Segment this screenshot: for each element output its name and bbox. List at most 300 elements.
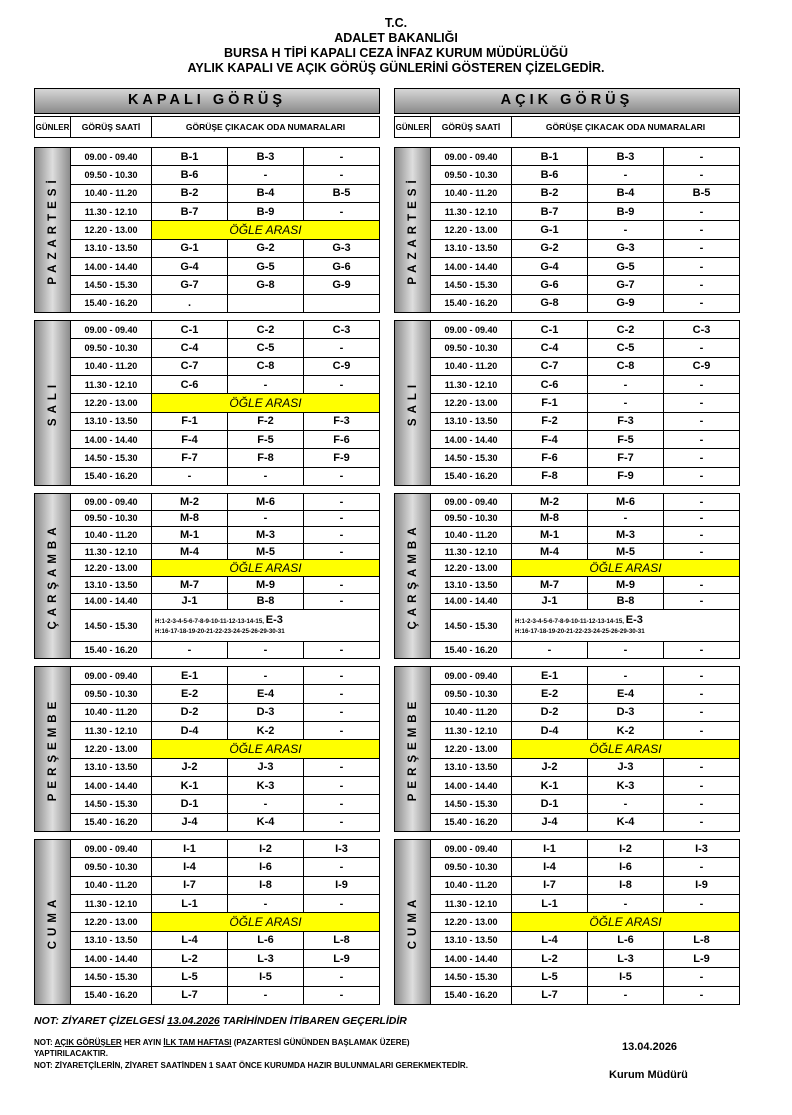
column-header-row — [34, 116, 380, 138]
room-cell: K-3 — [588, 777, 664, 794]
table-row — [71, 932, 379, 950]
room-cell: - — [339, 761, 344, 774]
room-cell: G-5 — [228, 258, 304, 275]
visit-time: 15.40 - 16.20 — [71, 295, 152, 312]
room-cell: M-2 — [512, 494, 588, 510]
room-cell: I-4 — [152, 858, 228, 875]
room-cell: E-2 — [512, 685, 588, 702]
header-line-1: T.C. — [384, 16, 408, 30]
room-cell: - — [588, 667, 664, 684]
table-row — [431, 358, 739, 376]
visit-time: 15.40 - 16.20 — [431, 642, 512, 658]
table-row — [431, 449, 739, 467]
room-cell: D-4 — [512, 722, 588, 739]
room-cell: M-5 — [228, 544, 304, 560]
visit-time: 14.00 - 14.40 — [71, 431, 152, 448]
visit-time: 10.40 - 11.20 — [71, 358, 152, 375]
visit-time: 09.50 - 10.30 — [431, 339, 512, 356]
room-cell: G-4 — [152, 258, 228, 275]
table-row — [431, 895, 739, 913]
table-row — [71, 449, 379, 467]
room-cell: L-7 — [152, 987, 228, 1004]
visit-time: 11.30 - 12.10 — [71, 203, 152, 220]
visit-time: 09.50 - 10.30 — [71, 511, 152, 527]
table-row — [71, 527, 379, 544]
panel-title: KAPALI GÖRÜŞ — [34, 88, 380, 114]
visit-time: 15.40 - 16.20 — [71, 642, 152, 658]
table-row — [71, 221, 379, 239]
table-row — [71, 339, 379, 357]
room-cell: - — [699, 816, 704, 829]
room-cell: J-2 — [152, 759, 228, 776]
day-name: PERŞEMBE — [406, 696, 419, 802]
room-cell: J-3 — [228, 759, 304, 776]
room-cell: F-7 — [152, 449, 228, 466]
table-row — [71, 431, 379, 449]
room-cell: M-8 — [152, 511, 228, 527]
room-cell: F-6 — [512, 449, 588, 466]
room-cell: - — [699, 669, 704, 682]
room-cell: D-3 — [228, 704, 304, 721]
room-cell: I-2 — [228, 840, 304, 857]
day-cell — [395, 667, 431, 831]
room-cell: M-9 — [588, 577, 664, 593]
room-cell: G-3 — [332, 242, 351, 255]
visit-time: 09.00 - 09.40 — [71, 494, 152, 510]
room-cell: C-8 — [588, 358, 664, 375]
room-cell: G-2 — [512, 240, 588, 257]
day-rows — [71, 840, 379, 1004]
table-row — [431, 258, 739, 276]
room-cell: F-9 — [333, 451, 350, 464]
room-cell: K-1 — [152, 777, 228, 794]
day-rows — [71, 667, 379, 831]
room-cell: K-4 — [228, 814, 304, 831]
room-cell: B-7 — [152, 203, 228, 220]
visit-time: 09.50 - 10.30 — [71, 166, 152, 183]
room-cell: - — [152, 468, 228, 485]
day-cell — [35, 321, 71, 485]
room-cell: - — [339, 545, 344, 558]
table-row — [431, 276, 739, 294]
lunch-break-cell: ÖĞLE ARASI — [152, 221, 379, 238]
table-row — [431, 166, 739, 184]
visit-time: 12.20 - 13.00 — [431, 394, 512, 411]
table-row — [431, 777, 739, 795]
room-cell: I-9 — [695, 879, 708, 892]
visit-time: 15.40 - 16.20 — [431, 468, 512, 485]
room-cell: F-6 — [333, 433, 350, 446]
room-cell: - — [228, 895, 304, 912]
visit-time: 15.40 - 16.20 — [431, 295, 512, 312]
visit-time: 14.00 - 14.40 — [431, 777, 512, 794]
table-row — [71, 544, 379, 561]
room-cell: C-6 — [152, 376, 228, 393]
visit-time: 10.40 - 11.20 — [71, 704, 152, 721]
document-header — [0, 16, 792, 76]
room-cell: B-4 — [588, 185, 664, 202]
room-cell: - — [699, 528, 704, 541]
visit-time: 09.00 - 09.40 — [71, 840, 152, 857]
room-cell: B-6 — [152, 166, 228, 183]
visit-time: 11.30 - 12.10 — [431, 376, 512, 393]
room-cell: G-8 — [512, 295, 588, 312]
day-block — [394, 147, 740, 313]
room-cell: - — [339, 706, 344, 719]
room-cell: - — [699, 578, 704, 591]
room-cell: F-2 — [512, 413, 588, 430]
room-cell: G-7 — [588, 276, 664, 293]
visit-time: 14.00 - 14.40 — [431, 594, 512, 610]
day-name: SALI — [46, 379, 59, 427]
room-cell: D-1 — [152, 795, 228, 812]
room-cell: - — [339, 816, 344, 829]
day-block — [34, 493, 380, 659]
room-cell: C-7 — [512, 358, 588, 375]
table-row — [431, 932, 739, 950]
room-cell: E-1 — [152, 667, 228, 684]
room-cell: - — [699, 761, 704, 774]
visit-time: 10.40 - 11.20 — [71, 877, 152, 894]
table-row — [71, 685, 379, 703]
table-row — [431, 704, 739, 722]
room-cell: M-2 — [152, 494, 228, 510]
room-cell: G-9 — [588, 295, 664, 312]
header-line-3: BURSA H TİPİ KAPALI CEZA İNFAZ KURUM MÜDÜRLÜĞÜ — [224, 46, 568, 60]
room-cell: I-9 — [335, 879, 348, 892]
room-cell: - — [699, 260, 704, 273]
room-cell: - — [339, 378, 344, 391]
room-cell: - — [699, 644, 704, 657]
visit-time: 12.20 - 13.00 — [71, 394, 152, 411]
room-cell: C-1 — [152, 321, 228, 338]
room-cell: - — [588, 795, 664, 812]
room-cell: D-2 — [512, 704, 588, 721]
room-cell: - — [588, 376, 664, 393]
table-row — [71, 358, 379, 376]
visit-time: 12.20 - 13.00 — [71, 913, 152, 930]
table-row — [71, 321, 379, 339]
table-row — [71, 511, 379, 528]
day-rows — [431, 667, 739, 831]
room-cell: - — [339, 669, 344, 682]
column-header-rooms: GÖRÜŞE ÇIKACAK ODA NUMARALARI — [185, 122, 346, 132]
table-row — [431, 376, 739, 394]
table-row — [71, 258, 379, 276]
table-row — [71, 394, 379, 412]
room-cell: G-1 — [152, 240, 228, 257]
day-rows — [431, 321, 739, 485]
room-cell: I-8 — [228, 877, 304, 894]
room-cell: - — [699, 396, 704, 409]
visit-time: 15.40 - 16.20 — [71, 468, 152, 485]
room-cell: L-4 — [152, 932, 228, 949]
room-cell: - — [339, 644, 344, 657]
room-cell: B-1 — [152, 148, 228, 165]
room-cell: - — [699, 595, 704, 608]
visit-time: 10.40 - 11.20 — [431, 358, 512, 375]
room-cell: F-8 — [228, 449, 304, 466]
visit-time: 09.00 - 09.40 — [431, 667, 512, 684]
room-cell: - — [699, 378, 704, 391]
table-row — [431, 950, 739, 968]
table-row — [71, 987, 379, 1004]
room-cell: - — [699, 433, 704, 446]
table-row — [431, 240, 739, 258]
room-cell: L-8 — [333, 934, 350, 947]
room-cell: B-9 — [588, 203, 664, 220]
table-row — [71, 413, 379, 431]
room-cell: G-6 — [332, 260, 351, 273]
visit-time: 12.20 - 13.00 — [71, 560, 152, 576]
visit-time: 11.30 - 12.10 — [71, 544, 152, 560]
lunch-break-cell: ÖĞLE ARASI — [512, 913, 739, 930]
visit-time: 09.00 - 09.40 — [431, 148, 512, 165]
table-row — [71, 704, 379, 722]
day-block — [34, 666, 380, 832]
day-rows — [431, 840, 739, 1004]
room-cell: I-7 — [512, 877, 588, 894]
room-cell: F-5 — [228, 431, 304, 448]
room-cell: L-6 — [588, 932, 664, 949]
room-cell: - — [588, 987, 664, 1004]
day-block — [394, 666, 740, 832]
room-cell: B-3 — [588, 148, 664, 165]
special-room: E-3 — [265, 613, 283, 626]
column-header-time: GÖRÜŞ SAATİ — [71, 117, 152, 137]
visit-time: 09.50 - 10.30 — [71, 858, 152, 875]
room-cell: G-7 — [152, 276, 228, 293]
special-rooms-cell — [512, 610, 739, 641]
day-name: PERŞEMBE — [46, 696, 59, 802]
table-row — [71, 240, 379, 258]
room-cell: - — [699, 341, 704, 354]
room-cell: L-5 — [152, 968, 228, 985]
room-cell: M-3 — [588, 527, 664, 543]
room-cell: - — [228, 987, 304, 1004]
room-cell: - — [699, 687, 704, 700]
day-rows — [71, 494, 379, 658]
day-block — [394, 320, 740, 486]
room-cell: C-2 — [228, 321, 304, 338]
table-row — [431, 221, 739, 239]
visit-time: 11.30 - 12.10 — [431, 722, 512, 739]
room-cell: - — [339, 970, 344, 983]
visit-time: 13.10 - 13.50 — [71, 759, 152, 776]
room-cell: M-4 — [512, 544, 588, 560]
room-cell: L-4 — [512, 932, 588, 949]
room-cell: C-5 — [588, 339, 664, 356]
room-cell: I-3 — [335, 842, 348, 855]
table-row — [71, 376, 379, 394]
table-row — [431, 913, 739, 931]
open-visit-note: NOT: AÇIK GÖRÜŞLER HER AYIN İLK TAM HAFTASI (PAZARTESİ GÜNÜNDEN BAŞLAMAK ÜZERE) YAPTIRILACAKTIR. — [34, 1038, 410, 1058]
room-cell: - — [228, 795, 304, 812]
table-row — [431, 814, 739, 831]
day-name: ÇARŞAMBA — [406, 522, 419, 630]
visit-time: 09.50 - 10.30 — [431, 685, 512, 702]
table-row — [71, 858, 379, 876]
visit-time: 11.30 - 12.10 — [71, 722, 152, 739]
special-line-1 — [515, 615, 739, 627]
table-row — [431, 295, 739, 312]
day-cell — [395, 321, 431, 485]
room-cell: - — [152, 642, 228, 658]
room-cell: - — [699, 724, 704, 737]
visit-time: 14.00 - 14.40 — [431, 258, 512, 275]
room-cell: E-2 — [152, 685, 228, 702]
room-cell: - — [699, 860, 704, 873]
lunch-break-cell: ÖĞLE ARASI — [152, 560, 379, 576]
room-cell: - — [699, 278, 704, 291]
table-row — [431, 610, 739, 642]
room-cell: - — [339, 150, 344, 163]
room-cell — [304, 295, 379, 312]
room-cell: F-9 — [588, 468, 664, 485]
room-cell: B-8 — [588, 594, 664, 610]
table-row — [71, 166, 379, 184]
room-cell: E-4 — [228, 685, 304, 702]
room-cell: - — [588, 394, 664, 411]
room-cell: - — [339, 470, 344, 483]
table-row — [431, 858, 739, 876]
room-cell: B-5 — [692, 187, 711, 200]
room-cell: B-4 — [228, 185, 304, 202]
room-cell: M-7 — [152, 577, 228, 593]
table-row — [431, 494, 739, 511]
visit-time: 10.40 - 11.20 — [431, 877, 512, 894]
room-cell: C-9 — [332, 360, 351, 373]
room-cell: K-4 — [588, 814, 664, 831]
table-row — [71, 560, 379, 577]
visit-time: 15.40 - 16.20 — [71, 987, 152, 1004]
table-row — [431, 560, 739, 577]
room-cell: F-3 — [588, 413, 664, 430]
visit-time: 13.10 - 13.50 — [71, 240, 152, 257]
visit-time: 15.40 - 16.20 — [431, 987, 512, 1004]
table-row — [71, 913, 379, 931]
room-cell: F-1 — [512, 394, 588, 411]
room-cell: M-8 — [512, 511, 588, 527]
table-row — [431, 413, 739, 431]
room-cell: F-4 — [512, 431, 588, 448]
visit-time: 14.50 - 15.30 — [71, 449, 152, 466]
table-row — [431, 544, 739, 561]
room-cell: - — [588, 511, 664, 527]
table-row — [431, 203, 739, 221]
room-cell: - — [339, 528, 344, 541]
special-line-1 — [155, 615, 379, 627]
room-cell: M-7 — [512, 577, 588, 593]
room-cell: C-3 — [332, 323, 351, 336]
room-cell: M-3 — [228, 527, 304, 543]
table-row — [431, 877, 739, 895]
room-cell: M-9 — [228, 577, 304, 593]
visit-time: 13.10 - 13.50 — [431, 413, 512, 430]
room-cell: L-6 — [228, 932, 304, 949]
table-row — [71, 610, 379, 642]
table-row — [71, 203, 379, 221]
room-cell: G-5 — [588, 258, 664, 275]
table-row — [71, 295, 379, 312]
visit-time: 13.10 - 13.50 — [71, 577, 152, 593]
room-cell: - — [699, 242, 704, 255]
room-cell: - — [699, 989, 704, 1002]
room-cell: - — [339, 687, 344, 700]
room-cell: B-8 — [228, 594, 304, 610]
room-cell: I-7 — [152, 877, 228, 894]
room-cell: G-6 — [512, 276, 588, 293]
column-header-days: GÜNLER — [395, 117, 431, 137]
room-cell: - — [228, 642, 304, 658]
room-cell: - — [339, 205, 344, 218]
table-row — [431, 840, 739, 858]
room-cell: - — [339, 989, 344, 1002]
room-cell: - — [699, 297, 704, 310]
day-block — [394, 839, 740, 1005]
room-cell: - — [339, 779, 344, 792]
special-rooms-cell — [152, 610, 379, 641]
visit-time: 14.50 - 15.30 — [431, 795, 512, 812]
room-cell: B-6 — [512, 166, 588, 183]
table-row — [431, 339, 739, 357]
visit-time: 09.00 - 09.40 — [71, 321, 152, 338]
room-cell: M-5 — [588, 544, 664, 560]
room-cell: C-6 — [512, 376, 588, 393]
lunch-break-cell: ÖĞLE ARASI — [152, 913, 379, 930]
visit-time: 11.30 - 12.10 — [71, 895, 152, 912]
room-cell: - — [699, 205, 704, 218]
visit-time: 11.30 - 12.10 — [431, 895, 512, 912]
room-cell: C-7 — [152, 358, 228, 375]
visit-time: 14.00 - 14.40 — [71, 594, 152, 610]
room-cell: - — [588, 642, 664, 658]
room-cell: L-3 — [228, 950, 304, 967]
visit-time: 14.50 - 15.30 — [71, 276, 152, 293]
column-header-days: GÜNLER — [35, 117, 71, 137]
table-row — [71, 895, 379, 913]
visit-time: 09.50 - 10.30 — [431, 166, 512, 183]
room-cell: - — [228, 376, 304, 393]
room-cell: - — [339, 512, 344, 525]
visit-time: 15.40 - 16.20 — [431, 814, 512, 831]
room-cell: - — [588, 895, 664, 912]
day-rows — [71, 148, 379, 312]
room-cell: - — [699, 495, 704, 508]
room-cell: I-1 — [152, 840, 228, 857]
room-cell: G-2 — [228, 240, 304, 257]
visit-time: 12.20 - 13.00 — [431, 913, 512, 930]
visit-time: 12.20 - 13.00 — [431, 560, 512, 576]
visit-time: 14.50 - 15.30 — [431, 968, 512, 985]
visit-time: 14.00 - 14.40 — [431, 431, 512, 448]
room-cell: - — [339, 595, 344, 608]
day-block — [34, 839, 380, 1005]
visit-time: 14.50 - 15.30 — [71, 968, 152, 985]
room-cell: B-9 — [228, 203, 304, 220]
visit-time: 09.00 - 09.40 — [71, 667, 152, 684]
room-cell: - — [339, 168, 344, 181]
room-cell: - — [699, 706, 704, 719]
room-cell: - — [588, 221, 664, 238]
day-cell — [35, 494, 71, 658]
visit-time: 15.40 - 16.20 — [71, 814, 152, 831]
room-cell: G-4 — [512, 258, 588, 275]
table-row — [71, 814, 379, 831]
room-cell: L-8 — [693, 934, 710, 947]
table-row — [431, 740, 739, 758]
room-cell: - — [228, 667, 304, 684]
